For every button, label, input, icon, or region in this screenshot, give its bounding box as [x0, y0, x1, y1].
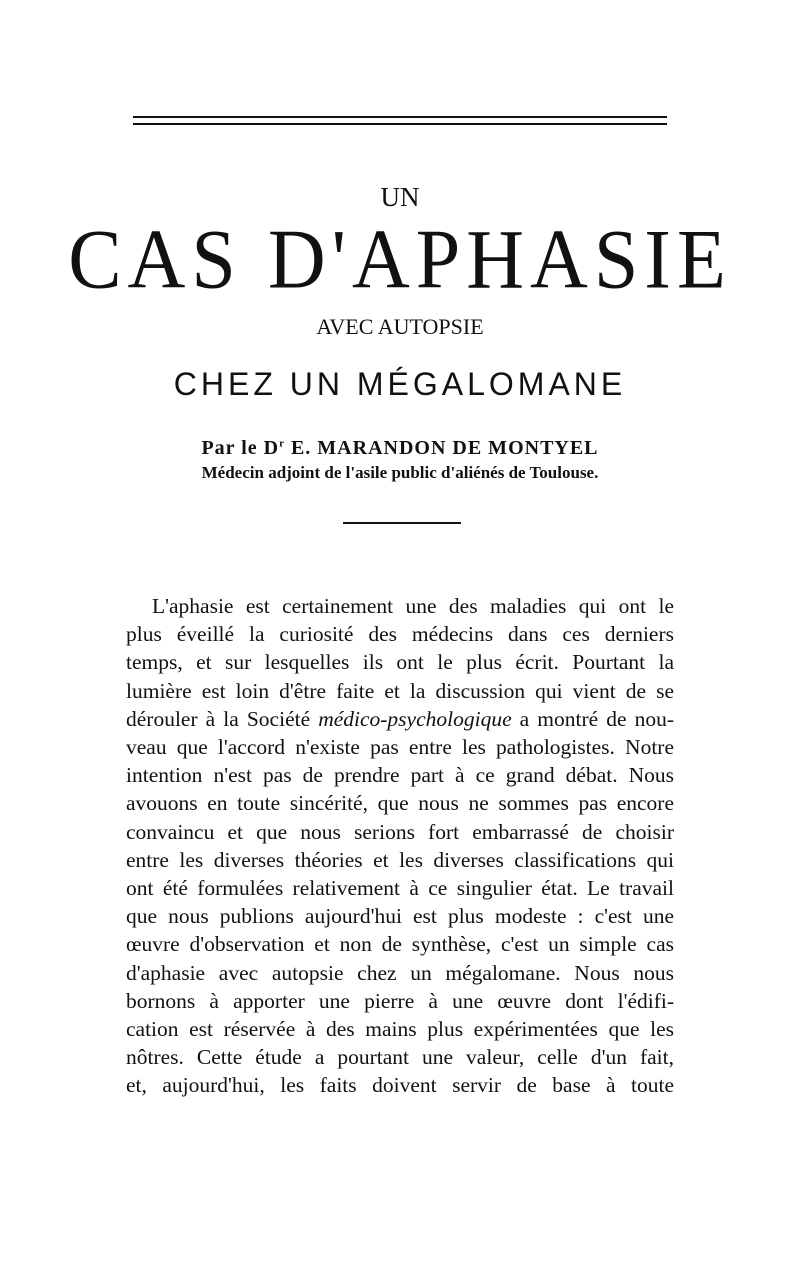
text-line: convaincu et que nous serions fort embarrassé de choisir — [126, 819, 674, 844]
text-line: L'aphasie est certainement une des maladies qui ont le — [152, 594, 674, 618]
text-line: entre les diverses théories et les diverses classifications qui — [126, 847, 674, 872]
text-line: veau que l'accord n'existe pas entre les pathologistes. Notre — [126, 735, 674, 760]
author-prefix-sup: r — [279, 437, 285, 450]
text-line: et, aujourd'hui, les faits doivent servir de base à toute — [126, 1073, 674, 1098]
subtitle-avec-autopsie: AVEC AUTOPSIE — [316, 314, 484, 339]
pre-title: UN — [380, 182, 420, 212]
italic-society-name: médico-psychologique — [318, 706, 512, 731]
text-line: ont été formulées relativement à ce singulier état. Le travail — [126, 876, 674, 901]
text-line: lumière est loin d'être faite et la discussion qui vient de se — [126, 678, 674, 703]
author-line — [0, 437, 800, 460]
text-line — [126, 705, 674, 733]
page-title: CAS D'APHASIE — [68, 213, 732, 307]
text-line: d'aphasie avec autopsie chez un mégalomane. Nous nous — [126, 960, 674, 985]
author-prefix: Par le D — [201, 437, 280, 459]
text-line: nôtres. Cette étude a pourtant une valeur, celle d'un fait, — [126, 1045, 674, 1070]
text-line-end: a montré de nou- — [511, 706, 674, 731]
body-paragraph — [126, 592, 674, 1100]
text-line: que nous publions aujourd'hui est plus modeste : c'est une — [126, 904, 674, 929]
author-name: E. MARANDON DE MONTYEL — [284, 437, 599, 459]
subtitle-chez-un-megalomane: CHEZ UN MÉGALOMANE — [173, 366, 627, 402]
text-line: plus éveillé la curiosité des médecins dans ces derniers — [126, 622, 674, 647]
text-line: cation est réservée à des mains plus expérimentées que les — [126, 1017, 674, 1042]
author-affiliation: Médecin adjoint de l'asile public d'aliénés de Toulouse. — [201, 463, 599, 482]
text-line: temps, et sur lesquelles ils ont le plus écrit. Pourtant la — [126, 650, 674, 675]
text-line: bornons à apporter une pierre à une œuvre dont l'édifi- — [126, 988, 674, 1013]
text-line: œuvre d'observation et non de synthèse, c'est un simple cas — [126, 932, 674, 957]
section-divider — [343, 522, 461, 524]
text-line: intention n'est pas de prendre part à ce grand débat. Nous — [126, 763, 674, 788]
text-line: avouons en toute sincérité, que nous ne sommes pas encore — [126, 791, 674, 816]
text-line-start: dérouler à la Société — [126, 706, 319, 731]
header-double-rule — [133, 116, 667, 125]
